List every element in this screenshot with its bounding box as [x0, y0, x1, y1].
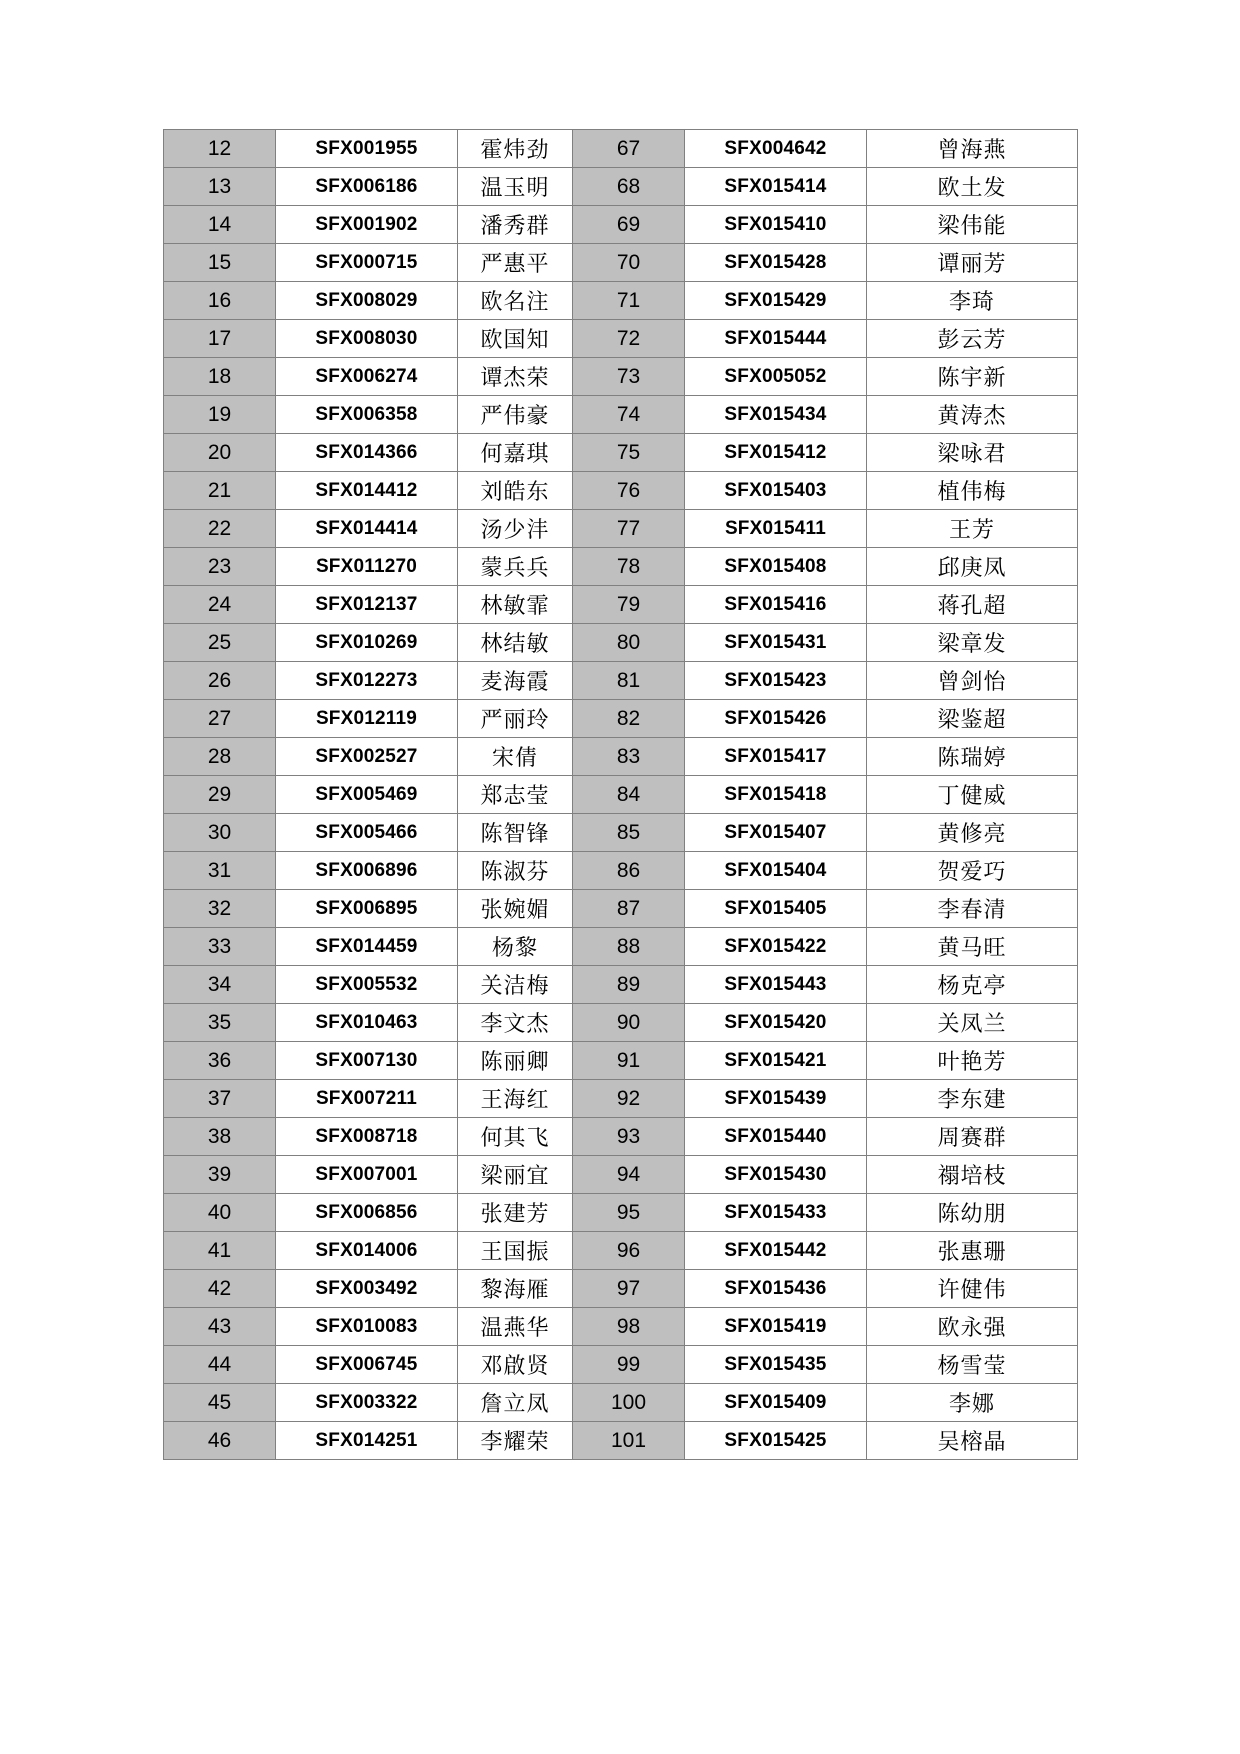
- member-name-left: 杨黎: [458, 928, 573, 966]
- table-row: [164, 168, 1078, 206]
- member-name-right: 周赛群: [867, 1118, 1078, 1156]
- member-name-left: 何嘉琪: [458, 434, 573, 472]
- table-row: [164, 396, 1078, 434]
- table-row: [164, 206, 1078, 244]
- table-row: [164, 1270, 1078, 1308]
- member-code-right: SFX015429: [685, 282, 867, 320]
- member-name-right: 张惠珊: [867, 1232, 1078, 1270]
- member-code-left: SFX002527: [276, 738, 458, 776]
- sequence-number-right: 86: [573, 852, 685, 890]
- sequence-number-right: 81: [573, 662, 685, 700]
- member-name-left: 张建芳: [458, 1194, 573, 1232]
- sequence-number-left: 44: [164, 1346, 276, 1384]
- member-name-right: 许健伟: [867, 1270, 1078, 1308]
- sequence-number-right: 67: [573, 130, 685, 168]
- sequence-number-left: 19: [164, 396, 276, 434]
- member-code-right: SFX015444: [685, 320, 867, 358]
- member-code-left: SFX003322: [276, 1384, 458, 1422]
- sequence-number-left: 35: [164, 1004, 276, 1042]
- table-row: [164, 1156, 1078, 1194]
- member-name-left: 霍炜劲: [458, 130, 573, 168]
- member-name-left: 谭杰荣: [458, 358, 573, 396]
- member-name-right: 梁章发: [867, 624, 1078, 662]
- sequence-number-left: 21: [164, 472, 276, 510]
- member-code-right: SFX015412: [685, 434, 867, 472]
- table-row: [164, 282, 1078, 320]
- sequence-number-left: 39: [164, 1156, 276, 1194]
- sequence-number-left: 28: [164, 738, 276, 776]
- sequence-number-right: 93: [573, 1118, 685, 1156]
- sequence-number-right: 82: [573, 700, 685, 738]
- member-name-right: 梁咏君: [867, 434, 1078, 472]
- member-code-right: SFX015428: [685, 244, 867, 282]
- sequence-number-left: 43: [164, 1308, 276, 1346]
- member-name-right: 关凤兰: [867, 1004, 1078, 1042]
- member-code-right: SFX015442: [685, 1232, 867, 1270]
- member-code-left: SFX001955: [276, 130, 458, 168]
- sequence-number-left: 46: [164, 1422, 276, 1460]
- table-row: [164, 1118, 1078, 1156]
- table-row: [164, 966, 1078, 1004]
- sequence-number-right: 100: [573, 1384, 685, 1422]
- member-name-left: 麦海霞: [458, 662, 573, 700]
- member-name-right: 李东建: [867, 1080, 1078, 1118]
- member-name-right: 陈瑞婷: [867, 738, 1078, 776]
- table-row: [164, 738, 1078, 776]
- member-code-left: SFX014412: [276, 472, 458, 510]
- member-code-right: SFX015417: [685, 738, 867, 776]
- member-code-left: SFX005532: [276, 966, 458, 1004]
- member-code-right: SFX015423: [685, 662, 867, 700]
- table-row: [164, 1346, 1078, 1384]
- member-code-left: SFX007001: [276, 1156, 458, 1194]
- member-name-left: 梁丽宜: [458, 1156, 573, 1194]
- member-name-right: 欧土发: [867, 168, 1078, 206]
- member-code-left: SFX014414: [276, 510, 458, 548]
- table-row: [164, 1042, 1078, 1080]
- sequence-number-right: 75: [573, 434, 685, 472]
- member-name-left: 刘皓东: [458, 472, 573, 510]
- sequence-number-right: 77: [573, 510, 685, 548]
- member-name-left: 汤少沣: [458, 510, 573, 548]
- roster-table-container: [163, 129, 1077, 1460]
- member-name-left: 李耀荣: [458, 1422, 573, 1460]
- member-name-right: 叶艳芳: [867, 1042, 1078, 1080]
- member-name-left: 严惠平: [458, 244, 573, 282]
- table-row: [164, 472, 1078, 510]
- member-code-right: SFX015426: [685, 700, 867, 738]
- member-name-left: 林敏霏: [458, 586, 573, 624]
- member-code-left: SFX012137: [276, 586, 458, 624]
- member-code-left: SFX007130: [276, 1042, 458, 1080]
- table-row: [164, 434, 1078, 472]
- sequence-number-right: 78: [573, 548, 685, 586]
- member-code-left: SFX003492: [276, 1270, 458, 1308]
- member-name-right: 杨雪莹: [867, 1346, 1078, 1384]
- sequence-number-right: 89: [573, 966, 685, 1004]
- member-code-left: SFX006745: [276, 1346, 458, 1384]
- sequence-number-right: 74: [573, 396, 685, 434]
- sequence-number-right: 92: [573, 1080, 685, 1118]
- member-name-left: 温玉明: [458, 168, 573, 206]
- sequence-number-right: 76: [573, 472, 685, 510]
- sequence-number-left: 14: [164, 206, 276, 244]
- sequence-number-left: 30: [164, 814, 276, 852]
- member-name-left: 温燕华: [458, 1308, 573, 1346]
- table-row: [164, 510, 1078, 548]
- sequence-number-left: 36: [164, 1042, 276, 1080]
- sequence-number-right: 98: [573, 1308, 685, 1346]
- table-row: [164, 320, 1078, 358]
- sequence-number-left: 16: [164, 282, 276, 320]
- sequence-number-left: 34: [164, 966, 276, 1004]
- table-row: [164, 1004, 1078, 1042]
- sequence-number-left: 45: [164, 1384, 276, 1422]
- sequence-number-left: 29: [164, 776, 276, 814]
- table-row: [164, 852, 1078, 890]
- member-name-right: 梁鉴超: [867, 700, 1078, 738]
- member-code-left: SFX010269: [276, 624, 458, 662]
- member-name-left: 关洁梅: [458, 966, 573, 1004]
- member-name-right: 欧永强: [867, 1308, 1078, 1346]
- table-row: [164, 928, 1078, 966]
- sequence-number-left: 20: [164, 434, 276, 472]
- member-name-right: 植伟梅: [867, 472, 1078, 510]
- member-name-left: 潘秀群: [458, 206, 573, 244]
- member-code-left: SFX006856: [276, 1194, 458, 1232]
- member-name-left: 欧名注: [458, 282, 573, 320]
- member-code-right: SFX015443: [685, 966, 867, 1004]
- member-code-right: SFX015430: [685, 1156, 867, 1194]
- member-code-left: SFX005466: [276, 814, 458, 852]
- sequence-number-right: 68: [573, 168, 685, 206]
- member-code-left: SFX014251: [276, 1422, 458, 1460]
- sequence-number-right: 94: [573, 1156, 685, 1194]
- roster-table-body: [164, 130, 1078, 1460]
- member-name-right: 陈幼朋: [867, 1194, 1078, 1232]
- member-code-right: SFX015418: [685, 776, 867, 814]
- member-code-right: SFX015404: [685, 852, 867, 890]
- sequence-number-right: 91: [573, 1042, 685, 1080]
- sequence-number-right: 97: [573, 1270, 685, 1308]
- member-code-right: SFX015435: [685, 1346, 867, 1384]
- sequence-number-left: 13: [164, 168, 276, 206]
- table-row: [164, 776, 1078, 814]
- table-row: [164, 358, 1078, 396]
- member-name-right: 王芳: [867, 510, 1078, 548]
- member-code-left: SFX008029: [276, 282, 458, 320]
- sequence-number-right: 90: [573, 1004, 685, 1042]
- member-code-right: SFX015419: [685, 1308, 867, 1346]
- table-row: [164, 700, 1078, 738]
- sequence-number-right: 88: [573, 928, 685, 966]
- sequence-number-left: 33: [164, 928, 276, 966]
- sequence-number-right: 87: [573, 890, 685, 928]
- sequence-number-right: 79: [573, 586, 685, 624]
- member-name-left: 宋倩: [458, 738, 573, 776]
- sequence-number-left: 12: [164, 130, 276, 168]
- member-code-right: SFX015422: [685, 928, 867, 966]
- member-code-left: SFX006358: [276, 396, 458, 434]
- member-name-left: 黎海雁: [458, 1270, 573, 1308]
- member-code-right: SFX015425: [685, 1422, 867, 1460]
- sequence-number-right: 95: [573, 1194, 685, 1232]
- member-code-left: SFX006895: [276, 890, 458, 928]
- member-name-left: 严伟豪: [458, 396, 573, 434]
- member-code-left: SFX000715: [276, 244, 458, 282]
- sequence-number-right: 84: [573, 776, 685, 814]
- table-row: [164, 130, 1078, 168]
- member-name-right: 李春清: [867, 890, 1078, 928]
- member-code-left: SFX008718: [276, 1118, 458, 1156]
- member-name-left: 王国振: [458, 1232, 573, 1270]
- member-code-right: SFX005052: [685, 358, 867, 396]
- sequence-number-left: 38: [164, 1118, 276, 1156]
- member-code-right: SFX015440: [685, 1118, 867, 1156]
- table-row: [164, 244, 1078, 282]
- member-code-right: SFX015436: [685, 1270, 867, 1308]
- member-name-right: 贺爱巧: [867, 852, 1078, 890]
- sequence-number-left: 18: [164, 358, 276, 396]
- member-code-right: SFX015431: [685, 624, 867, 662]
- member-name-left: 陈智锋: [458, 814, 573, 852]
- sequence-number-left: 15: [164, 244, 276, 282]
- member-code-right: SFX015403: [685, 472, 867, 510]
- member-code-left: SFX001902: [276, 206, 458, 244]
- sequence-number-right: 85: [573, 814, 685, 852]
- member-code-right: SFX015420: [685, 1004, 867, 1042]
- member-code-left: SFX006274: [276, 358, 458, 396]
- sequence-number-left: 26: [164, 662, 276, 700]
- member-name-left: 郑志莹: [458, 776, 573, 814]
- table-row: [164, 586, 1078, 624]
- table-row: [164, 1422, 1078, 1460]
- member-code-right: SFX015409: [685, 1384, 867, 1422]
- member-code-left: SFX011270: [276, 548, 458, 586]
- sequence-number-left: 31: [164, 852, 276, 890]
- member-name-right: 曾剑怡: [867, 662, 1078, 700]
- table-row: [164, 548, 1078, 586]
- member-code-right: SFX015434: [685, 396, 867, 434]
- sequence-number-right: 72: [573, 320, 685, 358]
- table-row: [164, 1194, 1078, 1232]
- member-code-right: SFX015414: [685, 168, 867, 206]
- sequence-number-left: 23: [164, 548, 276, 586]
- table-row: [164, 814, 1078, 852]
- table-row: [164, 662, 1078, 700]
- member-name-left: 蒙兵兵: [458, 548, 573, 586]
- member-name-left: 王海红: [458, 1080, 573, 1118]
- member-name-right: 黄涛杰: [867, 396, 1078, 434]
- member-code-left: SFX005469: [276, 776, 458, 814]
- member-code-right: SFX015416: [685, 586, 867, 624]
- member-name-right: 谭丽芳: [867, 244, 1078, 282]
- member-name-right: 邱庚凤: [867, 548, 1078, 586]
- table-row: [164, 1080, 1078, 1118]
- member-code-right: SFX015411: [685, 510, 867, 548]
- member-name-right: 蒋孔超: [867, 586, 1078, 624]
- sequence-number-right: 69: [573, 206, 685, 244]
- sequence-number-left: 17: [164, 320, 276, 358]
- member-code-left: SFX014366: [276, 434, 458, 472]
- member-code-left: SFX006186: [276, 168, 458, 206]
- member-name-right: 黄修亮: [867, 814, 1078, 852]
- member-code-right: SFX015439: [685, 1080, 867, 1118]
- member-name-right: 禤培枝: [867, 1156, 1078, 1194]
- member-name-right: 梁伟能: [867, 206, 1078, 244]
- sequence-number-right: 99: [573, 1346, 685, 1384]
- sequence-number-left: 22: [164, 510, 276, 548]
- member-code-left: SFX012119: [276, 700, 458, 738]
- member-name-right: 李娜: [867, 1384, 1078, 1422]
- table-row: [164, 1232, 1078, 1270]
- member-code-right: SFX015408: [685, 548, 867, 586]
- table-row: [164, 1384, 1078, 1422]
- table-row: [164, 890, 1078, 928]
- member-code-left: SFX010463: [276, 1004, 458, 1042]
- member-code-right: SFX015433: [685, 1194, 867, 1232]
- member-name-right: 吴榕晶: [867, 1422, 1078, 1460]
- member-code-left: SFX007211: [276, 1080, 458, 1118]
- member-code-left: SFX014459: [276, 928, 458, 966]
- member-code-left: SFX010083: [276, 1308, 458, 1346]
- member-name-left: 林结敏: [458, 624, 573, 662]
- member-name-right: 李琦: [867, 282, 1078, 320]
- member-name-left: 陈淑芬: [458, 852, 573, 890]
- member-code-left: SFX012273: [276, 662, 458, 700]
- member-name-left: 詹立凤: [458, 1384, 573, 1422]
- sequence-number-left: 41: [164, 1232, 276, 1270]
- member-name-left: 李文杰: [458, 1004, 573, 1042]
- sequence-number-right: 101: [573, 1422, 685, 1460]
- member-name-right: 陈宇新: [867, 358, 1078, 396]
- sequence-number-right: 73: [573, 358, 685, 396]
- sequence-number-left: 40: [164, 1194, 276, 1232]
- sequence-number-right: 70: [573, 244, 685, 282]
- member-name-right: 曾海燕: [867, 130, 1078, 168]
- member-code-right: SFX015407: [685, 814, 867, 852]
- sequence-number-left: 37: [164, 1080, 276, 1118]
- table-row: [164, 1308, 1078, 1346]
- member-code-right: SFX015421: [685, 1042, 867, 1080]
- member-name-right: 丁健威: [867, 776, 1078, 814]
- sequence-number-left: 42: [164, 1270, 276, 1308]
- member-name-right: 杨克亭: [867, 966, 1078, 1004]
- member-name-left: 严丽玲: [458, 700, 573, 738]
- sequence-number-left: 24: [164, 586, 276, 624]
- sequence-number-left: 25: [164, 624, 276, 662]
- member-code-right: SFX015405: [685, 890, 867, 928]
- member-code-left: SFX006896: [276, 852, 458, 890]
- member-code-right: SFX004642: [685, 130, 867, 168]
- member-name-right: 彭云芳: [867, 320, 1078, 358]
- member-code-right: SFX015410: [685, 206, 867, 244]
- sequence-number-right: 80: [573, 624, 685, 662]
- sequence-number-right: 96: [573, 1232, 685, 1270]
- member-code-left: SFX014006: [276, 1232, 458, 1270]
- member-name-left: 张婉媚: [458, 890, 573, 928]
- sequence-number-left: 27: [164, 700, 276, 738]
- member-name-left: 何其飞: [458, 1118, 573, 1156]
- table-row: [164, 624, 1078, 662]
- member-name-left: 邓啟贤: [458, 1346, 573, 1384]
- sequence-number-left: 32: [164, 890, 276, 928]
- sequence-number-right: 83: [573, 738, 685, 776]
- member-name-left: 欧国知: [458, 320, 573, 358]
- sequence-number-right: 71: [573, 282, 685, 320]
- roster-table: [163, 129, 1078, 1460]
- member-code-left: SFX008030: [276, 320, 458, 358]
- member-name-right: 黄马旺: [867, 928, 1078, 966]
- member-name-left: 陈丽卿: [458, 1042, 573, 1080]
